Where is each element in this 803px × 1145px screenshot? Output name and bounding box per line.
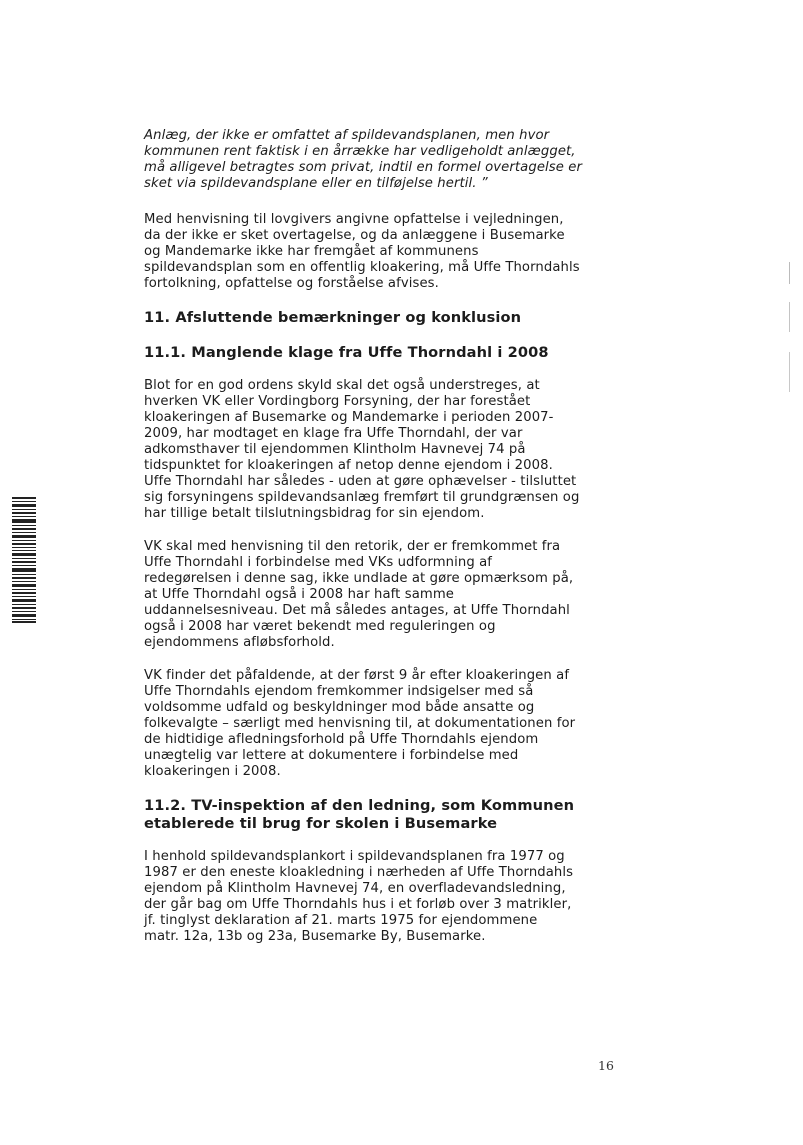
quoted-passage: Anlæg, der ikke er omfattet af spildevandsplanen, men hvor kommunen rent faktisk i en årrække har vedligeholdt anlægget, må alligevel betragtes som privat, indtil en formel overtagelse er sket via spildevandsplane eller en tilføjelse hertil. ” [144, 128, 583, 191]
paragraph-lovgiver: Med henvisning til lovgivers angivne opfattelse i vejledningen, da der ikke er sket overtagelse, og da anlæggene i Busemarke og Mandemarke ikke har fremgået af kommunens spildevandsplan som en offentlig kloakering, må Uffe Thorndahls fortolkning, opfattelse og forståelse afvises. [144, 212, 580, 291]
section-heading-11-1: 11.1. Manglende klage fra Uffe Thorndahl i 2008 [144, 344, 549, 361]
paragraph-klage: Blot for en god ordens skyld skal det også understreges, at hverken VK eller Vordingborg Forsyning, der har forestået kloakeringen af Busemarke og Mandemarke i perioden 2007- 2009, har modtaget en klage fra Uffe Thorndahl, der var adkomsthaver til ejendommen Klintholm Havnevej 74 på tidspunktet for kloakeringen af netop denne ejendom i 2008. Uffe Thorndahl har således - uden at gøre ophævelser - tilsluttet sig forsyningens spildevandsanlæg fremført til grundgrænsen og har tillige betalt tilslutningsbidrag for sin ejendom. [144, 378, 580, 521]
barcode [12, 497, 36, 623]
scan-edge-marks [788, 262, 792, 402]
section-heading-11-2: 11.2. TV-inspektion af den ledning, som Kommunen etablerede til brug for skolen i Busemarke [144, 797, 575, 832]
page-number: 16 [598, 1058, 614, 1073]
section-heading-11: 11. Afsluttende bemærkninger og konklusion [144, 309, 522, 326]
paragraph-retorik: VK skal med henvisning til den retorik, der er fremkommet fra Uffe Thorndahl i forbindelse med VKs udformning af redegørelsen i denne sag, ikke undlade at gøre opmærksom på, at Uffe Thorndahl også i 2008 har haft samme uddannelsesniveau. Det må således antages, at Uffe Thorndahl også i 2008 har været bekendt med reguleringen og ejendommens afløbsforhold. [144, 539, 574, 650]
document-body [144, 128, 612, 962]
paragraph-paafaldende: VK finder det påfaldende, at der først 9 år efter kloakeringen af Uffe Thorndahls ejendom fremkommer indsigelser med så voldsomme udfald og beskyldninger mod både ansatte og folkevalgte – særligt med henvisning til, at dokumentationen for de hidtidige afledningsforhold på Uffe Thorndahls ejendom unægtelig var lettere at dokumentere i forbindelse med kloakeringen i 2008. [144, 668, 576, 779]
paragraph-spildevandsplankort: I henhold spildevandsplankort i spildevandsplanen fra 1977 og 1987 er den eneste kloakledning i nærheden af Uffe Thorndahls ejendom på Klintholm Havnevej 74, en overfladevandsledning, der går bag om Uffe Thorndahls hus i et forløb over 3 matrikler, jf. tinglyst deklaration af 21. marts 1975 for ejendommene matr. 12a, 13b og 23a, Busemarke By, Busemarke. [144, 849, 574, 944]
